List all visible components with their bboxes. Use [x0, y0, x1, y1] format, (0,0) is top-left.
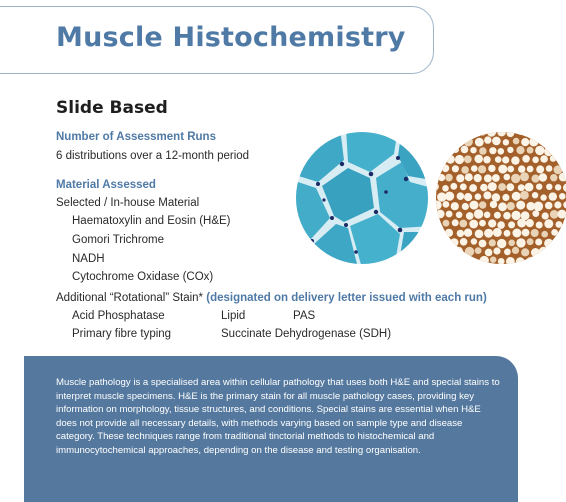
stain-acid-phosphatase: Acid Phosphatase	[72, 310, 165, 322]
rotational-stain-line	[56, 292, 487, 304]
info-paragraph: Muscle pathology is a specialised area within cellular pathology that uses both H&E and special stains to interpret muscle specimens. H&E is the primary stain for all muscle pathology cases, providing key information on morphology, tissue structures, and conditions. Special stains are essential when H&E does not provide all necessary details, with methods varying based on sample type and disease category. These techniques range from traditional tinctorial methods to histochemical and immunocytochemical approaches, depending on the disease and testing organisation.	[56, 377, 500, 456]
page-title: Muscle Histochemistry	[56, 22, 406, 53]
blue-stained-muscle-image	[296, 132, 428, 264]
section-heading: Slide Based	[56, 98, 168, 118]
stain-lipid: Lipid	[221, 310, 246, 322]
info-panel	[24, 356, 518, 502]
material-item-gomori: Gomori Trichrome	[72, 234, 165, 246]
material-item-cox: Cytochrome Oxidase (COx)	[72, 271, 214, 283]
brown-stained-muscle-image	[436, 132, 566, 264]
material-item-he: Haematoxylin and Eosin (H&E)	[72, 215, 231, 227]
stain-fibre-typing: Primary fibre typing	[72, 328, 172, 340]
stain-sdh: Succinate Dehydrogenase (SDH)	[221, 328, 392, 340]
rotational-label: Additional “Rotational” Stain*	[56, 292, 204, 304]
material-intro: Selected / In-house Material	[56, 197, 200, 209]
material-heading: Material Assessed	[56, 179, 156, 191]
runs-text: 6 distributions over a 12-month period	[56, 150, 250, 162]
runs-heading: Number of Assessment Runs	[56, 131, 216, 143]
material-item-nadh: NADH	[72, 253, 105, 265]
stain-pas: PAS	[293, 310, 316, 322]
rotational-note: (designated on delivery letter issued with each run)	[206, 292, 487, 304]
